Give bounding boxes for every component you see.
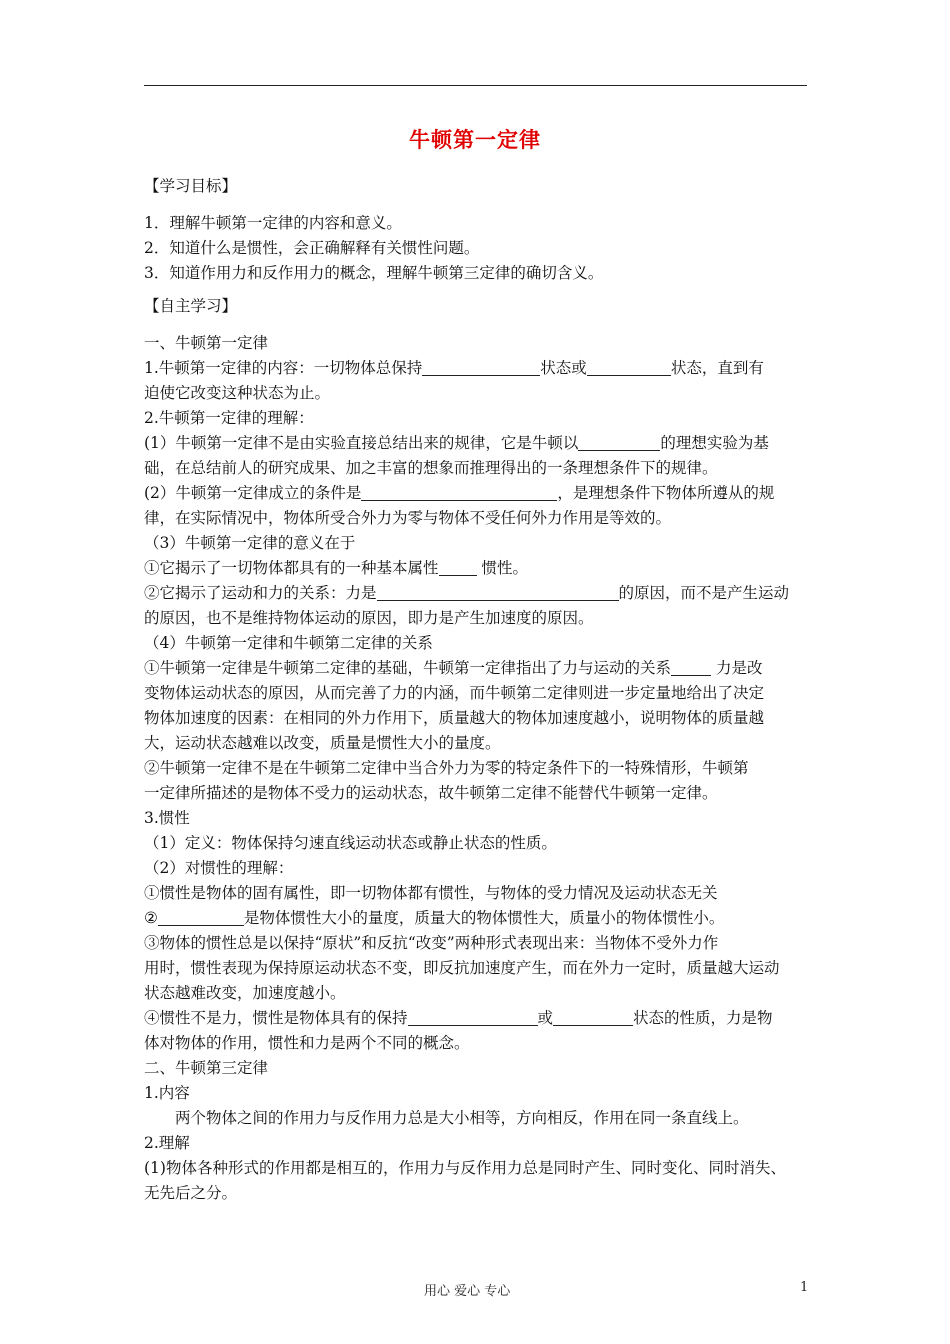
text-line: 1.内容 <box>144 1084 190 1102</box>
text-line: ①它揭示了一切物体都具有的一种基本属性 惯性。 <box>144 559 528 577</box>
fill-blank[interactable] <box>553 1008 633 1026</box>
fill-blank[interactable] <box>361 483 557 501</box>
text-line: ② 是物体惯性大小的量度，质量大的物体惯性大，质量小的物体惯性小。 <box>144 909 725 927</box>
text-line: （1）定义：物体保持匀速直线运动状态或静止状态的性质。 <box>144 834 557 852</box>
text-line: 的原因，也不是维持物体运动的原因，即力是产生加速度的原因。 <box>144 609 594 627</box>
footer-motto: 用心 爱心 专心 <box>424 1284 511 1299</box>
text-line: 1.牛顿第一定律的内容：一切物体总保持 状态或 状态，直到有 <box>144 359 764 377</box>
text-line: （3）牛顿第一定律的意义在于 <box>144 534 356 552</box>
fill-blank[interactable] <box>671 658 711 676</box>
text-line: 础，在总结前人的研究成果、加之丰富的想象而推理得出的一条理想条件下的规律。 <box>144 459 718 477</box>
fill-blank[interactable] <box>377 583 619 601</box>
text-line: （2）对惯性的理解： <box>144 859 294 877</box>
text-line: (2）牛顿第一定律成立的条件是 ，是理想条件下物体所遵从的规 <box>144 484 775 502</box>
text-line: 物体加速度的因素：在相同的外力作用下，质量越大的物体加速度越小，说明物体的质量越 <box>144 709 765 727</box>
text-line: ①惯性是物体的固有属性，即一切物体都有惯性，与物体的受力情况及运动状态无关 <box>144 884 718 902</box>
page-title: 牛顿第一定律 <box>409 127 541 152</box>
header-rule <box>144 85 807 86</box>
goals-heading: 【学习目标】 <box>144 177 238 195</box>
fill-blank[interactable] <box>578 433 660 451</box>
text-line: 2.牛顿第一定律的理解： <box>144 409 314 427</box>
text-line: ③物体的惯性总是以保持“原状”和反抗“改变”两种形式表现出来：当物体不受外力作 <box>144 934 719 952</box>
text-line: 无先后之分。 <box>144 1184 238 1202</box>
fill-blank[interactable] <box>587 358 671 376</box>
text-line: (1)物体各种形式的作用都是相互的，作用力与反作用力总是同时产生、同时变化、同时消失、 <box>144 1159 786 1177</box>
text-line: ②它揭示了运动和力的关系：力是 的原因，而不是产生运动 <box>144 584 790 602</box>
fill-blank[interactable] <box>439 558 477 576</box>
text-line: 体对物体的作用，惯性和力是两个不同的概念。 <box>144 1034 470 1052</box>
section-heading: 二、牛顿第三定律 <box>144 1059 269 1077</box>
text-line: 两个物体之间的作用力与反作用力总是大小相等，方向相反，作用在同一条直线上。 <box>175 1109 749 1127</box>
fill-blank[interactable] <box>408 1008 538 1026</box>
text-line: ①牛顿第一定律是牛顿第二定律的基础，牛顿第一定律指出了力与运动的关系 力是改 <box>144 659 763 677</box>
page-number: 1 <box>800 1280 809 1295</box>
text-line: ②牛顿第一定律不是在牛顿第二定律中当合外力为零的特定条件下的一特殊情形，牛顿第 <box>144 759 749 777</box>
text-line: 迫使它改变这种状态为止。 <box>144 384 331 402</box>
fill-blank[interactable] <box>422 358 540 376</box>
text-line: 律，在实际情况中，物体所受合外力为零与物体不受任何外力作用是等效的。 <box>144 509 672 527</box>
text-line: 用时，惯性表现为保持原运动状态不变，即反抗加速度产生，而在外力一定时，质量越大运动 <box>144 959 780 977</box>
text-line: 3.惯性 <box>144 809 190 827</box>
text-line: 变物体运动状态的原因，从而完善了力的内涵，而牛顿第二定律则进一步定量地给出了决定 <box>144 684 765 702</box>
text-line: 状态越难改变，加速度越小。 <box>144 984 346 1002</box>
text-line: 2.理解 <box>144 1134 190 1152</box>
text-line: (1）牛顿第一定律不是由实验直接总结出来的规律，它是牛顿以 的理想实验为基 <box>144 434 769 452</box>
text-line: 大，运动状态越难以改变，质量是惯性大小的量度。 <box>144 734 501 752</box>
goal-item: 1．理解牛顿第一定律的内容和意义。 <box>144 214 402 232</box>
text-line: （4）牛顿第一定律和牛顿第二定律的关系 <box>144 634 433 652</box>
fill-blank[interactable] <box>158 908 244 926</box>
goal-item: 2．知道什么是惯性，会正确解释有关惯性问题。 <box>144 239 480 257</box>
goal-item: 3．知道作用力和反作用力的概念，理解牛顿第三定律的确切含义。 <box>144 264 604 282</box>
self-study-heading: 【自主学习】 <box>144 297 238 315</box>
section-heading: 一、牛顿第一定律 <box>144 334 269 352</box>
text-line: ④惯性不是力，惯性是物体具有的保持 或 状态的性质，力是物 <box>144 1009 773 1027</box>
text-line: 一定律所描述的是物体不受力的运动状态，故牛顿第二定律不能替代牛顿第一定律。 <box>144 784 718 802</box>
